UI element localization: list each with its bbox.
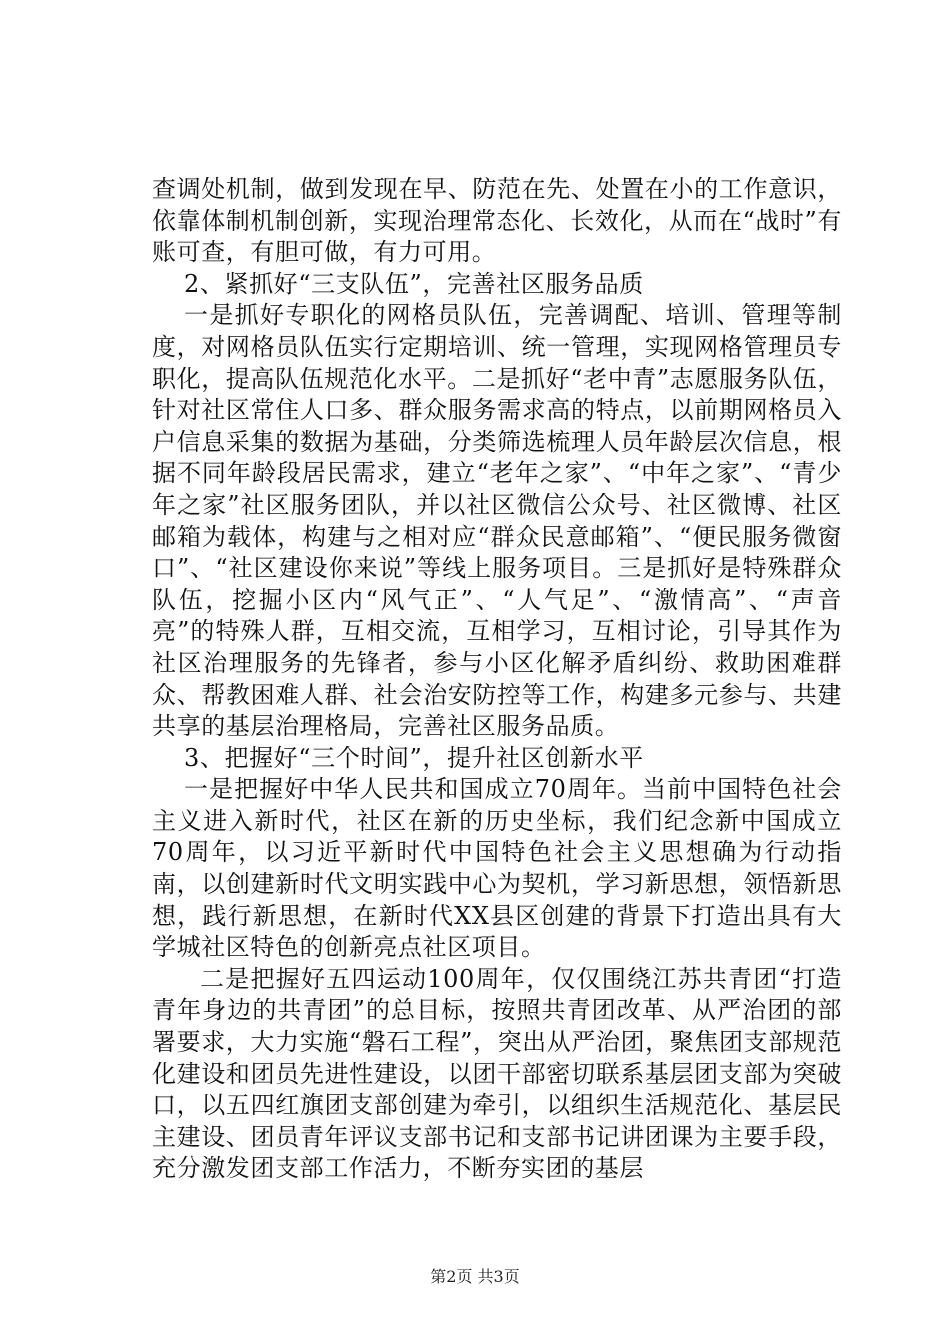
paragraph-may-fourth: 二是把握好五四运动100周年，仅仅围绕江苏共青团“打造青年身边的共青团”的总目标，按照共青团改革、从严治团的部署要求，大力实施“磐石工程”，突出从严治团，聚焦团支部规范化建设和团员先进性建设，以团干部密切联系基层团支部为突破口，以五四红旗团支部创建为牵引，以组织生活规范化、基层民主建设、团员青年评议支部书记和支部书记讲团课为主要手段，充分激发团支部工作活力，不断夯实团的基层: [152, 964, 842, 1183]
section-heading-3: 3、把握好“三个时间”，提升社区创新水平: [184, 743, 644, 772]
document-body: [152, 174, 842, 1185]
section-heading-2: 2、紧抓好“三支队伍”，完善社区服务品质: [184, 269, 644, 298]
page-number-footer: 第2页 共3页: [430, 1267, 520, 1286]
paragraph-continuation: 查调处机制，做到发现在早、防范在先、处置在小的工作意识，依靠体制机制创新，实现治理常态化、长效化，从而在“战时”有账可查，有胆可做，有力可用。: [152, 175, 842, 267]
paragraph-70th-anniversary: 一是把握好中华人民共和国成立70周年。当前中国特色社会主义进入新时代，社区在新的历史坐标，我们纪念新中国成立70周年，以习近平新时代中国特色社会主义思想确为行动指南，以创建新时代文明实践中心为契机，学习新思想，领悟新思想，践行新思想，在新时代XX县区创建的背景下打造出具有大学城社区特色的创新亮点社区项目。: [152, 775, 842, 962]
paragraph-three-teams: 一是抓好专职化的网格员队伍，完善调配、培训、管理等制度，对网格员队伍实行定期培训、统一管理，实现网格管理员专职化，提高队伍规范化水平。二是抓好“老中青”志愿服务队伍，针对社区常住人口多、群众服务需求高的特点，以前期网格员入户信息采集的数据为基础，分类筛选梳理人员年龄层次信息，根据不同年龄段居民需求，建立“老年之家”、“中年之家”、“青少年之家”社区服务团队，并以社区微信公众号、社区微博、社区邮箱为载体，构建与之相对应“群众民意邮箱”、“便民服务微窗口”、“社区建设你来说”等线上服务项目。三是抓好是特殊群众队伍，挖掘小区内“风气正”、“人气足”、“激情高”、“声音亮”的特殊人群，互相交流，互相学习，互相讨论，引导其作为社区治理服务的先锋者，参与小区化解矛盾纠纷、救助困难群众、帮教困难人群、社会治安防控等工作，构建多元参与、共建共享的基层治理格局，完善社区服务品质。: [152, 301, 842, 741]
